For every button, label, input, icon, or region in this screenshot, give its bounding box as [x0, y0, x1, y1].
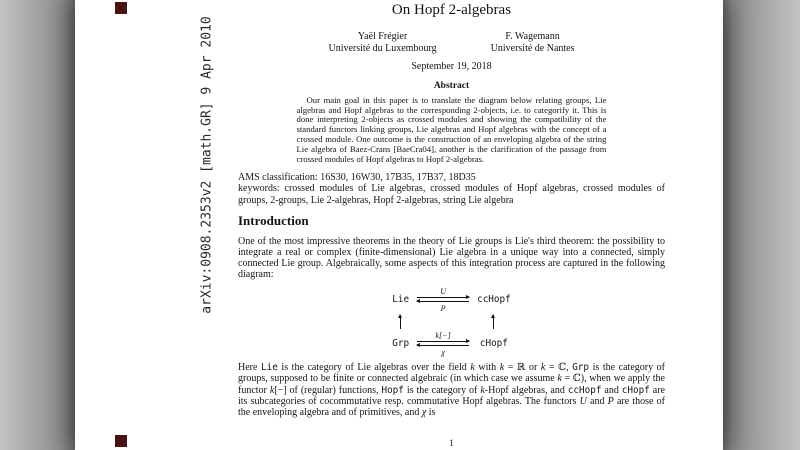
paper-title: On Hopf 2-algebras	[391, 2, 512, 18]
up-arrow-icon-right	[493, 315, 494, 329]
abstract-text: Our main goal in this paper is to translate the diagram below relating groups, Lie algebras and Hopf algebras to the corresponding 2-objects, i.e. to categorify it. This is done interpreting 2-objects as crossed modules and showing the compatibility of the standard functors linking groups, Lie algebras and Hopf algebras with the concept of a crossed module. One outcome is the construction of an enveloping algebra of the string Lie algebra of Baez-Crans [BaeCra04], another is the clarification of the passage from crossed modules of Hopf algebras to Hopf 2-algebras.	[296, 94, 607, 165]
author-1-name: Yaël Frégier	[357, 30, 408, 42]
ams-classification-line: AMS classification: 16S30, 16W30, 17B35, 17B37, 18D35	[238, 172, 476, 183]
author-2-name: F. Wagemann	[505, 30, 560, 42]
right-arrow-icon	[417, 297, 469, 298]
introduction-paragraph-1: One of the most impressive theorems in the theory of Lie groups is Lie's third theorem: the possibility to integrate a real or complex (finite-dimensional) Lie algebra in a unique way into a connected, simply connected Lie group. Algebraically, some aspects of this integration process are captured in the following diagram:	[238, 235, 665, 281]
abstract-section	[297, 81, 607, 165]
paper-page	[75, 0, 723, 450]
paper-date: September 19, 2018	[411, 60, 492, 72]
left-arrow-icon	[417, 301, 469, 302]
functor-label-u: U	[440, 286, 446, 296]
abstract-heading: Abstract	[433, 80, 470, 91]
left-arrow-icon	[417, 345, 469, 346]
functor-label-chi: χ	[441, 347, 445, 357]
functor-label-p: P	[440, 303, 446, 313]
page-number: 1	[449, 438, 454, 448]
author-2	[491, 31, 575, 55]
authors-block	[238, 31, 665, 55]
corner-marker-bottom	[115, 435, 127, 447]
corner-marker-top	[115, 2, 127, 14]
author-1	[328, 31, 436, 55]
diagram-node-grp: Grp	[392, 337, 410, 349]
up-arrow-icon-left	[400, 315, 401, 329]
author-1-affiliation: Université du Luxembourg	[328, 43, 437, 55]
introduction-heading: Introduction	[238, 212, 309, 228]
diagram-node-chopf: cHopf	[479, 337, 508, 349]
top-arrow-pair	[415, 287, 471, 313]
diagram-node-lie: Lie	[392, 293, 410, 305]
functor-diagram-grid	[392, 287, 510, 357]
author-2-affiliation: Université de Nantes	[490, 43, 575, 55]
classification-block	[238, 172, 665, 206]
functor-diagram	[238, 287, 665, 357]
functor-label-k-brackets: k[−]	[435, 330, 451, 340]
right-arrow-icon	[417, 341, 469, 342]
arxiv-stamp: arXiv:0908.2353v2 [math.GR] 9 Apr 2010	[199, 16, 215, 314]
keywords-line: keywords: crossed modules of Lie algebras, crossed modules of Hopf algebras, crossed modules of groups, 2-groups, Lie 2-algebras, Hopf 2-algebras, string Lie algebra	[238, 183, 665, 206]
introduction-paragraph-2: Here Lie is the category of Lie algebras over the field k with k = ℝ or k = ℂ, Grp is the category of groups, supposed to be finite or connected algebraic (in which case we assume k = ℂ), when we apply the functor k[−] of (regular) functions, Hopf is the category of k-Hopf algebras, and ccHopf and cHopf are its subcategories of cocommutative resp. commutative Hopf algebras. The functors U and P are those of the enveloping algebra and of primitives, and χ is	[238, 361, 666, 419]
paper-content	[238, 2, 665, 419]
bottom-arrow-pair	[415, 331, 471, 357]
diagram-node-cchopf: ccHopf	[477, 293, 511, 305]
